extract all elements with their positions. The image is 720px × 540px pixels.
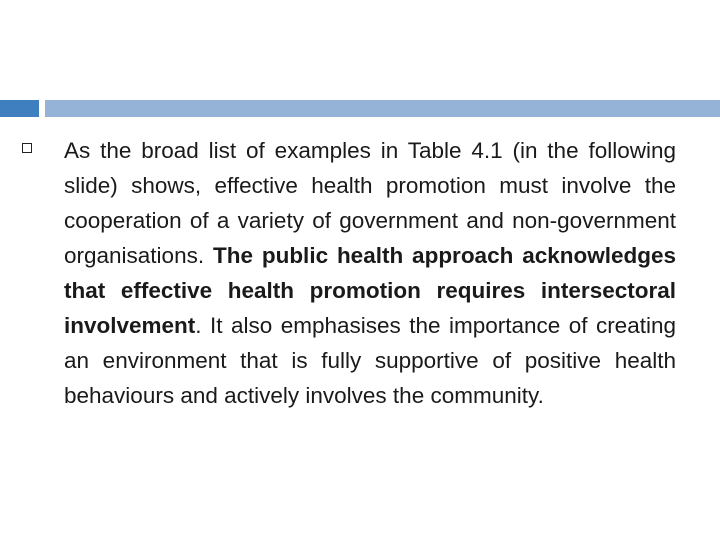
slide-body-paragraph — [64, 133, 676, 413]
paragraph-outro: . It also emphasises the importance of creating an environment that is fully supportive of positive health behaviours and actively involves the community. — [64, 313, 676, 408]
hollow-square-bullet-icon — [22, 143, 32, 153]
header-bar — [45, 100, 720, 117]
paragraph-intro: As the broad list of examples in Table 4.1 (in the following slide) shows, effective health promotion must involve the cooperation of a variety of government and non-government organisations. — [64, 138, 676, 268]
header-bar-accent — [0, 100, 39, 117]
paragraph-bold-statement: The public health approach acknowledges that effective health promotion requires intersectoral involvement — [64, 243, 676, 338]
